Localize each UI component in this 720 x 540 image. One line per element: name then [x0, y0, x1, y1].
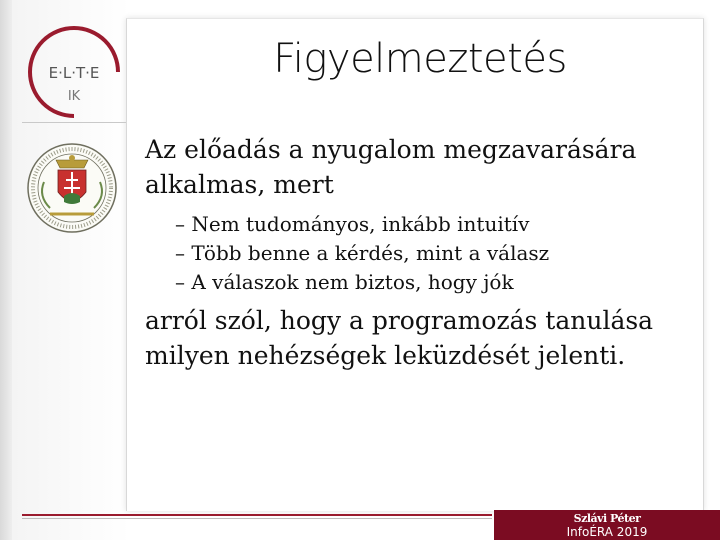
slide-body: [145, 132, 705, 373]
bullet-item: – Több benne a kérdés, mint a válasz: [175, 241, 550, 265]
bullet-list: [145, 210, 705, 297]
logo-separator: [22, 122, 126, 123]
university-crest-icon: [20, 136, 124, 236]
logo-text-elte: E·L·T·E: [48, 64, 100, 82]
left-edge-bar: [0, 0, 12, 540]
logo-text-ik: IK: [67, 89, 81, 104]
bullet-item: – Nem tudományos, inkább intuitív: [175, 212, 530, 236]
conclusion-text: arról szól, hogy a programozás tanulása milyen nehézségek leküzdését jelenti.: [145, 306, 654, 370]
slide-title: Figyelmeztetés: [273, 36, 567, 82]
footer-badge: [494, 510, 720, 540]
bullet-item: – A válaszok nem biztos, hogy jók: [175, 270, 514, 294]
elte-ik-logo: [22, 20, 126, 124]
footer-divider: [22, 514, 492, 516]
intro-text: Az előadás a nyugalom megzavarására alkalmas, mert: [145, 135, 637, 199]
footer-event: InfoÉRA 2019: [566, 525, 648, 539]
footer-divider-shadow: [22, 518, 492, 519]
footer-author: Szlávi Péter: [573, 512, 641, 525]
